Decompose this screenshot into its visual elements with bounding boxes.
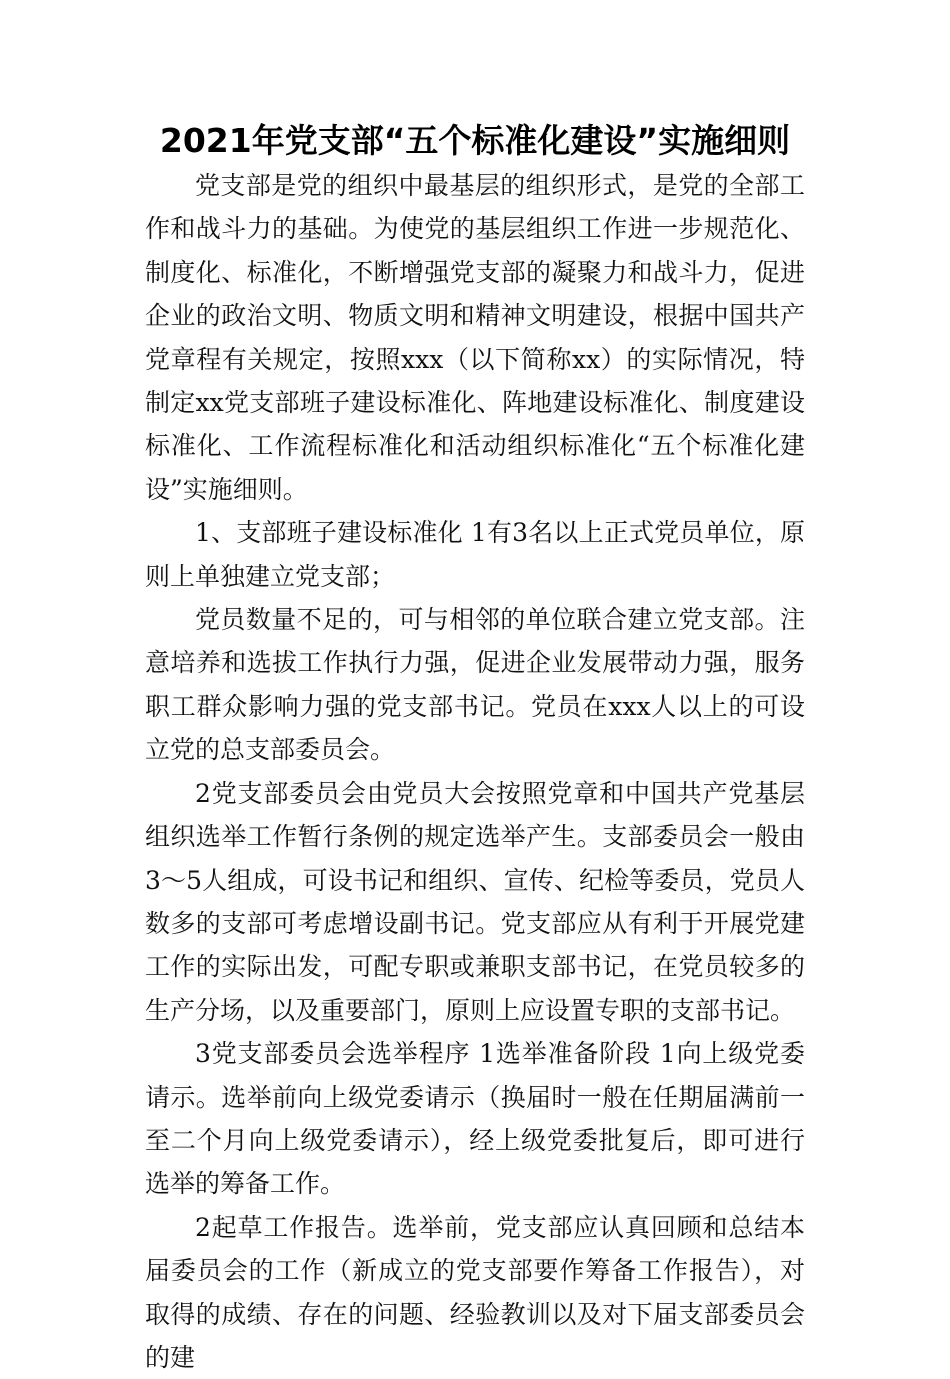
- paragraph-work-report: 2起草工作报告。选举前，党支部应认真回顾和总结本届委员会的工作（新成立的党支部要作筹备工作报告），对取得的成绩、存在的问题、经验教训以及对下届支部委员会的建: [145, 1212, 805, 1372]
- paragraph-section-3: 3党支部委员会选举程序 1选举准备阶段 1向上级党委请示。选举前向上级党委请示（换届时一般在任期届满前一至二个月向上级党委请示），经上级党委批复后，即可进行选举的筹备工作。: [145, 1039, 805, 1199]
- document-body: [145, 164, 805, 1379]
- paragraph-intro: 党支部是党的组织中最基层的组织形式，是党的全部工作和战斗力的基础。为使党的基层组织工作进一步规范化、制度化、标准化，不断增强党支部的凝聚力和战斗力，促进企业的政治文明、物质文明和精神文明建设，根据中国共产党章程有关规定，按照xxx（以下简称xx）的实际情况，特制定xx党支部班子建设标准化、阵地建设标准化、制度建设标准化、工作流程标准化和活动组织标准化“五个标准化建设”实施细则。: [145, 171, 805, 504]
- paragraph-section-2: 2党支部委员会由党员大会按照党章和中国共产党基层组织选举工作暂行条例的规定选举产生。支部委员会一般由3～5人组成，可设书记和组织、宣传、纪检等委员，党员人数多的支部可考虑增设副书记。党支部应从有利于开展党建工作的实际出发，可配专职或兼职支部书记，在党员较多的生产分场，以及重要部门，原则上应设置专职的支部书记。: [145, 778, 805, 1025]
- paragraph-section-1: 1、支部班子建设标准化 1有3名以上正式党员单位，原则上单独建立党支部；: [145, 518, 805, 591]
- paragraph-member-count: 党员数量不足的，可与相邻的单位联合建立党支部。注意培养和选拔工作执行力强，促进企业发展带动力强，服务职工群众影响力强的党支部书记。党员在xxx人以上的可设立党的总支部委员会。: [145, 605, 805, 765]
- document-title: 2021年党支部“五个标准化建设”实施细则: [159, 121, 791, 160]
